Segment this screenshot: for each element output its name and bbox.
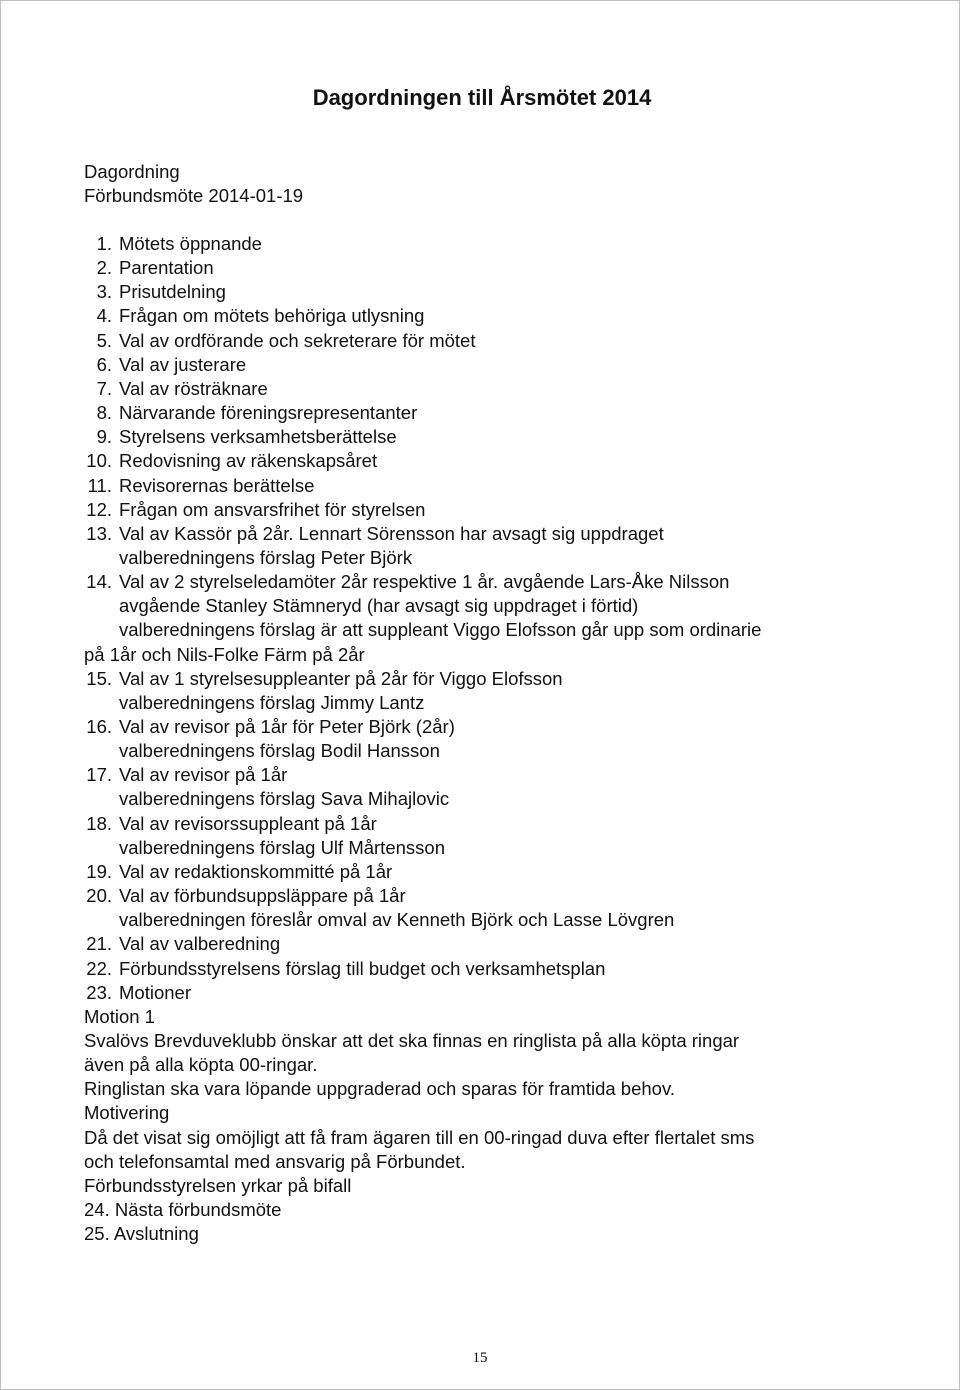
agenda-item-label: Val av revisor på 1år för Peter Björk (2år): [119, 716, 455, 737]
agenda-item-continuation: valberedningens förslag Sava Mihajlovic: [119, 788, 450, 810]
document-title: Dagordningen till Årsmötet 2014: [312, 85, 652, 110]
agenda-item-continuation: och telefonsamtal med ansvarig på Förbundet.: [84, 1150, 466, 1172]
agenda-item-continuation: valberedningens förslag Peter Björk: [119, 546, 413, 568]
meeting-date-heading: Förbundsmöte 2014-01-19: [84, 185, 304, 206]
agenda-item-continuation: valberedningens förslag Ulf Mårtensson: [119, 836, 445, 858]
agenda-item-number: 17.: [86, 764, 112, 786]
agenda-item-label: Mötets öppnande: [119, 233, 262, 254]
agenda-item-number: 21.: [86, 933, 112, 955]
agenda-item-label: Närvarande föreningsrepresentanter: [119, 402, 418, 424]
agenda-item-continuation: avgående Stanley Stämneryd (har avsagt sig uppdraget i förtid): [119, 595, 639, 617]
agenda-item-continuation: även på alla köpta 00-ringar.: [84, 1054, 318, 1076]
agenda-item-number: 1.: [96, 233, 112, 254]
agenda-item-continuation: Förbundsstyrelsen yrkar på bifall: [84, 1174, 352, 1196]
agenda-item-label: Val av 1 styrelsesuppleanter på 2år för Viggo Elofsson: [119, 667, 563, 689]
agenda-item-label: Styrelsens verksamhetsberättelse: [119, 426, 397, 448]
agenda-item-continuation: på 1år och Nils-Folke Färm på 2år: [84, 643, 365, 665]
page-number: 15: [472, 1350, 488, 1366]
agenda-item-label: Redovisning av räkenskapsåret: [119, 450, 378, 472]
agenda-heading: Dagordning: [84, 161, 180, 182]
agenda-item-text: 24.: [84, 1199, 110, 1220]
agenda-item-label: Frågan om ansvarsfrihet för styrelsen: [119, 498, 426, 520]
agenda-item-number: 6.: [96, 353, 112, 375]
agenda-item-label: Prisutdelning: [119, 281, 226, 303]
agenda-item-continuation: Motion 1: [84, 1005, 155, 1027]
agenda-item-label: Nästa förbundsmöte: [114, 1199, 282, 1220]
agenda-item: [84, 1198, 281, 1222]
agenda-item-number: 5.: [96, 329, 112, 351]
agenda-item-number: 7.: [96, 377, 112, 399]
agenda-item-label: Val av revisor på 1år: [119, 764, 288, 786]
agenda-item-continuation: Ringlistan ska vara löpande uppgraderad och sparas för framtida behov.: [84, 1078, 675, 1100]
agenda-item-continuation: valberedningen föreslår omval av Kenneth Björk och Lasse Lövgren: [119, 909, 675, 931]
agenda-item-label: Förbundsstyrelsens förslag till budget och verksamhetsplan: [119, 957, 606, 979]
agenda-item-label: Revisorernas berättelse: [119, 474, 315, 496]
agenda-item-label: Val av ordförande och sekreterare för mötet: [119, 329, 476, 351]
agenda-item-number: 2.: [96, 257, 112, 279]
agenda-item-continuation: Svalövs Brevduveklubb önskar att det ska finnas en ringlista på alla köpta ringar: [84, 1029, 740, 1051]
agenda-item-continuation: valberedningens förslag Bodil Hansson: [119, 740, 440, 762]
agenda-item-number: 9.: [96, 426, 112, 448]
agenda-item-number: 11.: [87, 474, 112, 496]
agenda-item-label: Val av revisorssuppleant på 1år: [119, 812, 377, 834]
agenda-item-number: 15.: [86, 667, 112, 689]
agenda-item-continuation: Motivering: [84, 1102, 170, 1124]
agenda-item-continuation: valberedningens förslag är att suppleant Viggo Elofsson går upp som ordinarie: [119, 619, 762, 641]
agenda-item-number: 16.: [86, 716, 112, 737]
agenda-item-text: 25.: [84, 1223, 110, 1245]
agenda-item-number: 23.: [86, 981, 112, 1003]
agenda-item-label: Val av justerare: [119, 353, 247, 375]
agenda-item-continuation: Då det visat sig omöjligt att få fram ägaren till en 00-ringad duva efter flertalet sms: [84, 1126, 755, 1148]
agenda-item-label: Avslutning: [113, 1223, 199, 1245]
agenda-item-number: 22.: [86, 957, 112, 979]
agenda-item-label: Val av förbundsuppsläppare på 1år: [119, 885, 406, 907]
agenda-item-number: 13.: [86, 522, 112, 544]
agenda-item-number: 12.: [86, 498, 112, 520]
agenda-item-number: 20.: [86, 885, 112, 907]
agenda-item-number: 10.: [86, 450, 112, 472]
agenda-item: [84, 1222, 199, 1246]
agenda-item-number: 18.: [86, 812, 112, 834]
agenda-item-label: Motioner: [119, 981, 191, 1003]
agenda-item-number: 14.: [86, 571, 112, 593]
agenda-item-number: 3.: [96, 281, 112, 303]
agenda-item-label: Frågan om mötets behöriga utlysning: [119, 305, 425, 327]
agenda-item-label: Val av Kassör på 2år. Lennart Sörensson har avsagt sig uppdraget: [119, 522, 664, 544]
agenda-item-number: 19.: [86, 860, 112, 882]
agenda-item-label: Val av valberedning: [119, 933, 281, 955]
agenda-item-label: Val av rösträknare: [119, 377, 268, 399]
agenda-item-number: 8.: [96, 402, 112, 424]
agenda-item-label: Val av 2 styrelseledamöter 2år respektive 1 år. avgående Lars-Åke Nilsson: [119, 571, 730, 593]
agenda-item-continuation: valberedningens förslag Jimmy Lantz: [119, 691, 425, 713]
agenda-item-label: Val av redaktionskommitté på 1år: [119, 860, 393, 882]
agenda-item-label: Parentation: [119, 257, 214, 279]
agenda-item-number: 4.: [96, 305, 112, 327]
